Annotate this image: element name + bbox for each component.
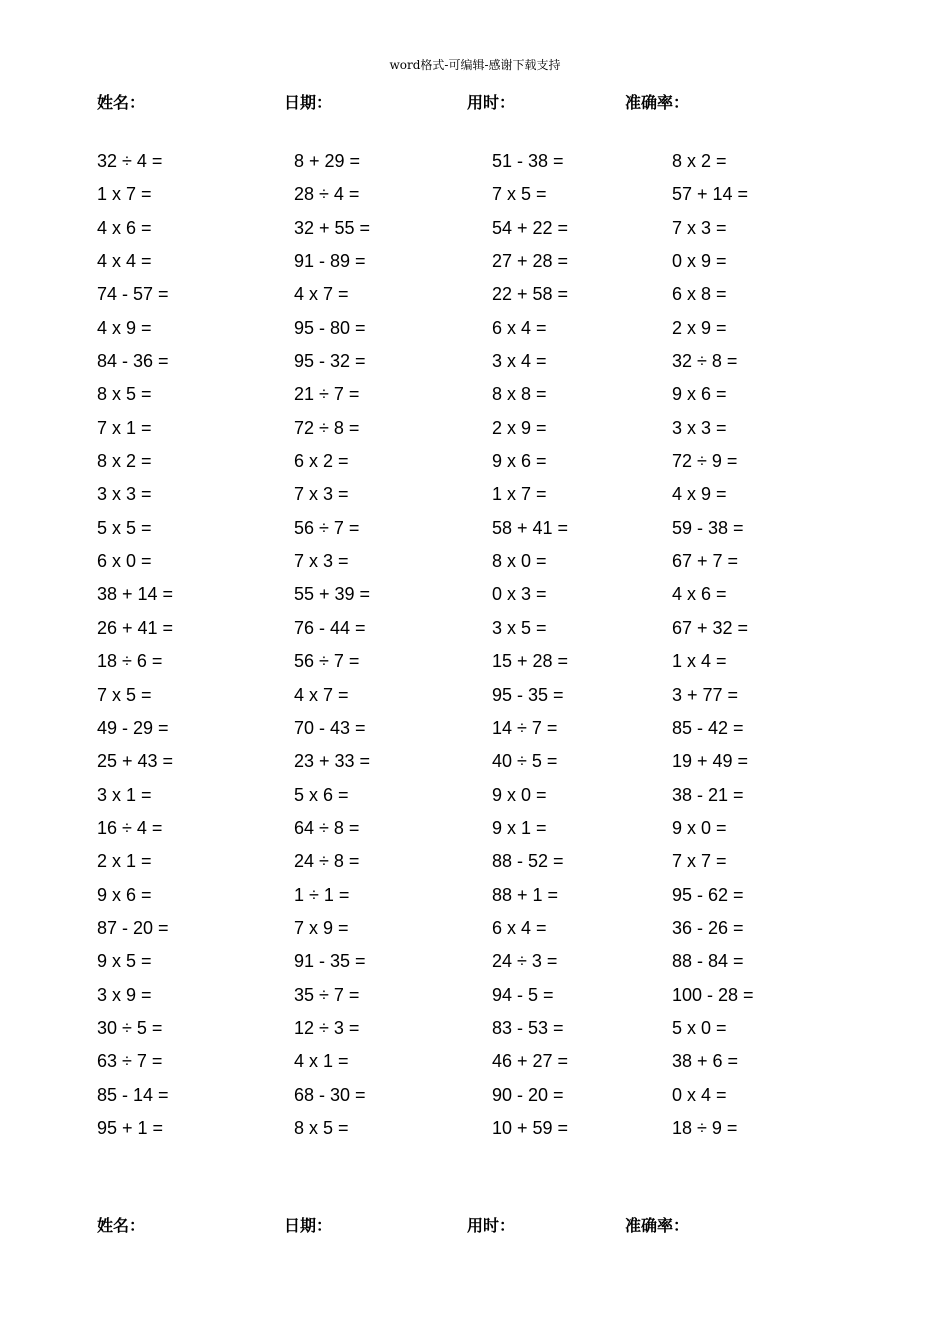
math-problem: 87 - 20 = [97, 917, 169, 938]
math-problem: 2 x 9 = [672, 317, 727, 338]
worksheet-header [0, 90, 950, 114]
time-used-label: 用时： [467, 93, 516, 112]
math-problem: 57 + 14 = [672, 184, 749, 205]
math-problem: 26 + 41 = [97, 617, 174, 638]
math-problem: 85 - 42 = [672, 717, 744, 738]
math-problem: 4 x 9 = [672, 484, 727, 505]
math-problem: 4 x 7 = [294, 284, 349, 305]
math-problem: 35 ÷ 7 = [294, 984, 360, 1005]
accuracy-label: 准确率： [625, 93, 690, 112]
math-problem: 3 x 1 = [97, 784, 152, 805]
math-problem: 32 ÷ 8 = [672, 351, 738, 372]
worksheet-header-next-page [0, 1213, 950, 1237]
math-problem: 95 - 35 = [492, 684, 564, 705]
math-problem: 1 ÷ 1 = [294, 884, 350, 905]
math-problem: 38 - 21 = [672, 784, 744, 805]
math-problem: 95 - 80 = [294, 317, 366, 338]
math-problem: 32 + 55 = [294, 217, 371, 238]
math-problem: 8 x 8 = [492, 384, 547, 405]
math-problem: 1 x 7 = [97, 184, 152, 205]
math-problem: 72 ÷ 8 = [294, 417, 360, 438]
math-problem: 0 x 4 = [672, 1084, 727, 1105]
time-used-label: 用时： [467, 1216, 516, 1235]
math-problem: 6 x 2 = [294, 451, 349, 472]
math-problem: 95 - 62 = [672, 884, 744, 905]
math-problem: 88 - 84 = [672, 951, 744, 972]
math-problem: 63 ÷ 7 = [97, 1051, 163, 1072]
math-problem: 1 x 7 = [492, 484, 547, 505]
math-problem: 7 x 3 = [672, 217, 727, 238]
math-problem: 9 x 6 = [672, 384, 727, 405]
math-problem: 6 x 4 = [492, 917, 547, 938]
math-problem: 38 + 6 = [672, 1051, 739, 1072]
math-problem: 51 - 38 = [492, 151, 564, 171]
name-label: 姓名： [97, 1216, 146, 1235]
math-problem: 8 x 5 = [294, 1117, 349, 1138]
math-problem: 58 + 41 = [492, 517, 569, 538]
math-problem: 3 + 77 = [672, 684, 739, 705]
math-problem: 7 x 5 = [97, 684, 152, 705]
math-problem: 91 - 89 = [294, 251, 366, 272]
math-problem: 21 ÷ 7 = [294, 384, 360, 405]
math-problem: 38 + 14 = [97, 584, 174, 605]
math-problem: 9 x 0 = [492, 784, 547, 805]
math-problem: 4 x 6 = [672, 584, 727, 605]
math-problem: 7 x 3 = [294, 484, 349, 505]
math-problem: 0 x 3 = [492, 584, 547, 605]
math-problem: 5 x 5 = [97, 517, 152, 538]
math-problem: 95 + 1 = [97, 1117, 164, 1138]
math-problem: 91 - 35 = [294, 951, 366, 972]
name-label: 姓名： [97, 93, 146, 112]
math-problem: 4 x 1 = [294, 1051, 349, 1072]
math-problem: 18 ÷ 9 = [672, 1117, 738, 1138]
math-problem: 4 x 9 = [97, 317, 152, 338]
math-problem: 3 x 9 = [97, 984, 152, 1005]
problem-grid [97, 150, 897, 1150]
math-problem: 8 x 2 = [97, 451, 152, 472]
math-problem: 32 ÷ 4 = [97, 151, 163, 171]
math-problem: 56 ÷ 7 = [294, 517, 360, 538]
math-problem: 3 x 3 = [97, 484, 152, 505]
math-problem: 9 x 0 = [672, 817, 727, 838]
math-problem: 6 x 4 = [492, 317, 547, 338]
math-problem: 100 - 28 = [672, 984, 754, 1005]
math-problem: 5 x 0 = [672, 1017, 727, 1038]
math-problem: 4 x 7 = [294, 684, 349, 705]
math-problem: 16 ÷ 4 = [97, 817, 163, 838]
math-problem: 6 x 8 = [672, 284, 727, 305]
math-problem: 3 x 3 = [672, 417, 727, 438]
math-problem: 8 x 0 = [492, 551, 547, 572]
date-label: 日期： [284, 1216, 333, 1235]
math-problem: 30 ÷ 5 = [97, 1017, 163, 1038]
math-problem: 28 ÷ 4 = [294, 184, 360, 205]
math-problem: 40 ÷ 5 = [492, 751, 558, 772]
math-problem: 4 x 4 = [97, 251, 152, 272]
math-problem: 7 x 1 = [97, 417, 152, 438]
math-problem: 8 x 5 = [97, 384, 152, 405]
math-problem: 15 + 28 = [492, 651, 569, 672]
math-problem: 25 + 43 = [97, 751, 174, 772]
math-problem: 36 - 26 = [672, 917, 744, 938]
math-problem: 59 - 38 = [672, 517, 744, 538]
math-problem: 3 x 5 = [492, 617, 547, 638]
math-problem: 64 ÷ 8 = [294, 817, 360, 838]
math-problem: 1 x 4 = [672, 651, 727, 672]
math-problem: 18 ÷ 6 = [97, 651, 163, 672]
watermark-text: word格式-可编辑-感谢下载支持 [389, 58, 561, 72]
math-problem: 7 x 3 = [294, 551, 349, 572]
math-problem: 9 x 5 = [97, 951, 152, 972]
math-problem: 9 x 1 = [492, 817, 547, 838]
math-problem: 0 x 9 = [672, 251, 727, 272]
math-problem: 24 ÷ 3 = [492, 951, 558, 972]
math-problem: 74 - 57 = [97, 284, 169, 305]
math-problem: 2 x 1 = [97, 851, 152, 872]
math-problem: 24 ÷ 8 = [294, 851, 360, 872]
math-problem: 7 x 9 = [294, 917, 349, 938]
math-problem: 7 x 7 = [672, 851, 727, 872]
math-problem: 84 - 36 = [97, 351, 169, 372]
math-problem: 22 + 58 = [492, 284, 569, 305]
math-problem: 14 ÷ 7 = [492, 717, 558, 738]
math-problem: 9 x 6 = [492, 451, 547, 472]
math-problem: 8 + 29 = [294, 151, 361, 171]
math-problem: 8 x 2 = [672, 151, 727, 171]
math-problem: 90 - 20 = [492, 1084, 564, 1105]
math-problem: 46 + 27 = [492, 1051, 569, 1072]
math-problem: 49 - 29 = [97, 717, 169, 738]
math-problem: 72 ÷ 9 = [672, 451, 738, 472]
math-problem: 54 + 22 = [492, 217, 569, 238]
math-problem: 55 + 39 = [294, 584, 371, 605]
math-problem: 67 + 7 = [672, 551, 739, 572]
math-problem: 88 + 1 = [492, 884, 559, 905]
accuracy-label: 准确率： [625, 1216, 690, 1235]
math-problem: 4 x 6 = [97, 217, 152, 238]
math-problem: 83 - 53 = [492, 1017, 564, 1038]
math-problem: 9 x 6 = [97, 884, 152, 905]
math-problem: 88 - 52 = [492, 851, 564, 872]
math-problem: 2 x 9 = [492, 417, 547, 438]
math-problem: 12 ÷ 3 = [294, 1017, 360, 1038]
date-label: 日期： [284, 93, 333, 112]
math-problem: 19 + 49 = [672, 751, 749, 772]
math-problem: 94 - 5 = [492, 984, 554, 1005]
math-problem: 95 - 32 = [294, 351, 366, 372]
math-problem: 27 + 28 = [492, 251, 569, 272]
math-problem: 67 + 32 = [672, 617, 749, 638]
math-problem: 56 ÷ 7 = [294, 651, 360, 672]
math-problem: 68 - 30 = [294, 1084, 366, 1105]
math-problem: 6 x 0 = [97, 551, 152, 572]
math-problem: 10 + 59 = [492, 1117, 569, 1138]
math-problem: 7 x 5 = [492, 184, 547, 205]
math-problem: 76 - 44 = [294, 617, 366, 638]
math-problem: 3 x 4 = [492, 351, 547, 372]
math-problem: 23 + 33 = [294, 751, 371, 772]
math-problem: 85 - 14 = [97, 1084, 169, 1105]
math-problem: 70 - 43 = [294, 717, 366, 738]
math-problem: 5 x 6 = [294, 784, 349, 805]
